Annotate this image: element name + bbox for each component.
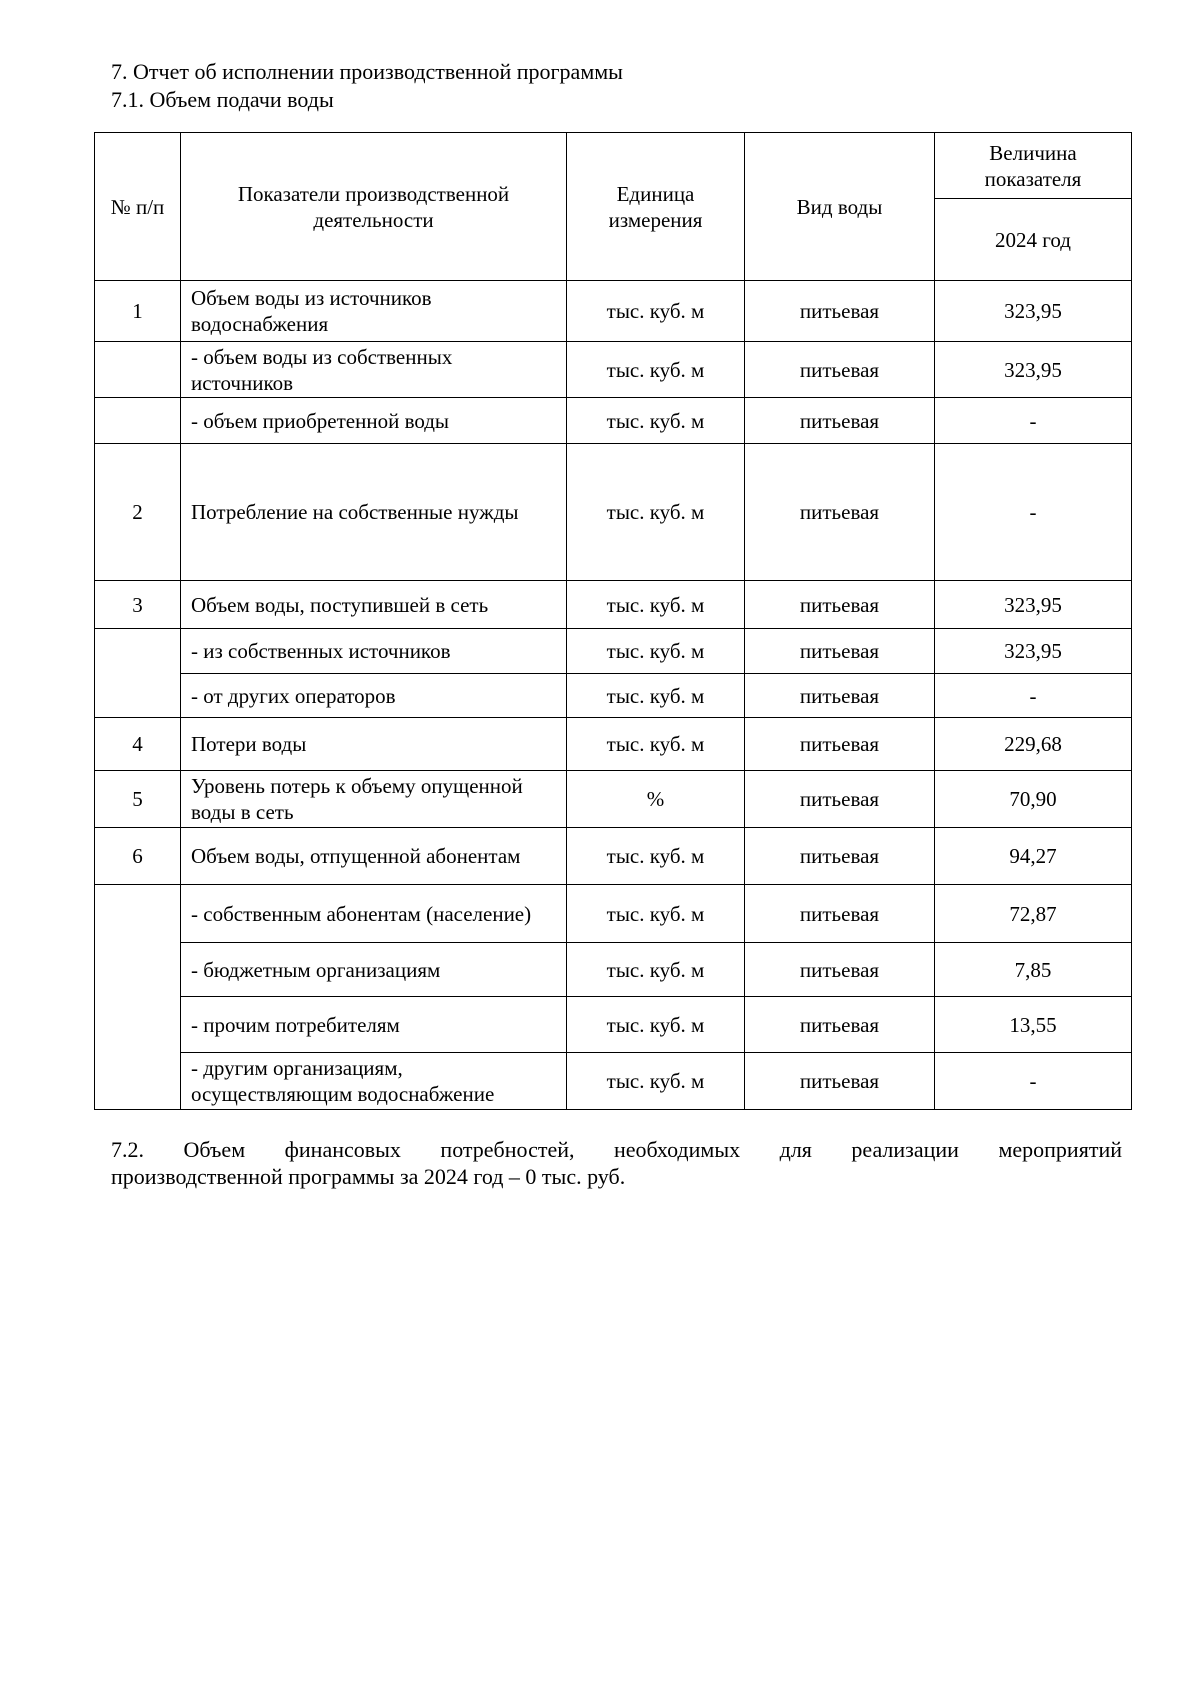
row-unit: тыс. куб. м xyxy=(567,828,745,885)
row-indicator: Объем воды, поступившей в сеть xyxy=(181,581,567,629)
row-num: 4 xyxy=(95,718,181,771)
table-row xyxy=(95,674,1132,718)
row-num: 6 xyxy=(95,828,181,885)
row-num xyxy=(95,629,181,718)
row-unit: тыс. куб. м xyxy=(567,444,745,581)
row-indicator: Объем воды, отпущенной абонентам xyxy=(181,828,567,885)
header-year: 2024 год xyxy=(935,199,1132,281)
row-water-type: питьевая xyxy=(745,281,935,342)
row-num xyxy=(95,885,181,1110)
header-water-type: Вид воды xyxy=(745,133,935,281)
water-supply-table xyxy=(94,132,1132,1110)
row-water-type: питьевая xyxy=(745,828,935,885)
row-indicator: Потребление на собственные нужды xyxy=(181,444,567,581)
row-value: 13,55 xyxy=(935,997,1132,1053)
row-unit: % xyxy=(567,771,745,828)
row-unit: тыс. куб. м xyxy=(567,674,745,718)
table-row xyxy=(95,718,1132,771)
header-indicator: Показатели производственной деятельности xyxy=(181,133,567,281)
row-num xyxy=(95,398,181,444)
row-unit: тыс. куб. м xyxy=(567,885,745,943)
section-heading: 7. Отчет об исполнении производственной программы xyxy=(111,59,623,84)
row-water-type: питьевая xyxy=(745,997,935,1053)
row-water-type: питьевая xyxy=(745,398,935,444)
row-unit: тыс. куб. м xyxy=(567,281,745,342)
row-value: 229,68 xyxy=(935,718,1132,771)
row-unit: тыс. куб. м xyxy=(567,1053,745,1110)
row-indicator: - объем воды из собственных источников xyxy=(181,342,567,398)
row-indicator: - другим организациям, осуществляющим водоснабжение xyxy=(181,1053,567,1110)
row-water-type: питьевая xyxy=(745,771,935,828)
row-num: 2 xyxy=(95,444,181,581)
row-water-type: питьевая xyxy=(745,581,935,629)
row-water-type: питьевая xyxy=(745,718,935,771)
table-row xyxy=(95,342,1132,398)
table-row xyxy=(95,581,1132,629)
table-row xyxy=(95,281,1132,342)
header-num: № п/п xyxy=(95,133,181,281)
row-value: 94,27 xyxy=(935,828,1132,885)
row-unit: тыс. куб. м xyxy=(567,943,745,997)
table-row xyxy=(95,885,1132,943)
table-row xyxy=(95,828,1132,885)
row-indicator: - из собственных источников xyxy=(181,629,567,674)
row-water-type: питьевая xyxy=(745,885,935,943)
row-value: 70,90 xyxy=(935,771,1132,828)
row-value: 323,95 xyxy=(935,342,1132,398)
row-value: 323,95 xyxy=(935,581,1132,629)
row-water-type: питьевая xyxy=(745,444,935,581)
row-indicator: - собственным абонентам (население) xyxy=(181,885,567,943)
table-row xyxy=(95,398,1132,444)
row-unit: тыс. куб. м xyxy=(567,718,745,771)
header-unit: Единица измерения xyxy=(567,133,745,281)
financial-needs-note xyxy=(111,1136,1122,1190)
row-water-type: питьевая xyxy=(745,1053,935,1110)
row-value: - xyxy=(935,444,1132,581)
row-indicator: - от других операторов xyxy=(181,674,567,718)
row-unit: тыс. куб. м xyxy=(567,398,745,444)
row-indicator: Потери воды xyxy=(181,718,567,771)
row-value: - xyxy=(935,1053,1132,1110)
row-unit: тыс. куб. м xyxy=(567,342,745,398)
row-value: - xyxy=(935,674,1132,718)
row-value: 323,95 xyxy=(935,629,1132,674)
note-line-2: производственной программы за 2024 год – 0 тыс. руб. xyxy=(111,1164,626,1189)
row-value: 7,85 xyxy=(935,943,1132,997)
note-line-1: 7.2. Объем финансовых потребностей, необходимых для реализации мероприятий xyxy=(111,1137,1122,1162)
row-num: 5 xyxy=(95,771,181,828)
subsection-heading: 7.1. Объем подачи воды xyxy=(111,87,334,112)
row-indicator: - бюджетным организациям xyxy=(181,943,567,997)
row-num xyxy=(95,342,181,398)
row-num: 1 xyxy=(95,281,181,342)
row-indicator: Объем воды из источников водоснабжения xyxy=(181,281,567,342)
row-water-type: питьевая xyxy=(745,629,935,674)
table-row xyxy=(95,997,1132,1053)
row-num: 3 xyxy=(95,581,181,629)
row-unit: тыс. куб. м xyxy=(567,997,745,1053)
table-row xyxy=(95,629,1132,674)
row-value: - xyxy=(935,398,1132,444)
table-row xyxy=(95,444,1132,581)
row-indicator: Уровень потерь к объему опущенной воды в сеть xyxy=(181,771,567,828)
table-row xyxy=(95,1053,1132,1110)
row-value: 323,95 xyxy=(935,281,1132,342)
row-water-type: питьевая xyxy=(745,943,935,997)
table-row xyxy=(95,943,1132,997)
row-unit: тыс. куб. м xyxy=(567,629,745,674)
row-indicator: - объем приобретенной воды xyxy=(181,398,567,444)
row-value: 72,87 xyxy=(935,885,1132,943)
table-row xyxy=(95,771,1132,828)
row-unit: тыс. куб. м xyxy=(567,581,745,629)
row-water-type: питьевая xyxy=(745,342,935,398)
row-water-type: питьевая xyxy=(745,674,935,718)
header-value-group: Величина показателя xyxy=(935,133,1132,199)
row-indicator: - прочим потребителям xyxy=(181,997,567,1053)
